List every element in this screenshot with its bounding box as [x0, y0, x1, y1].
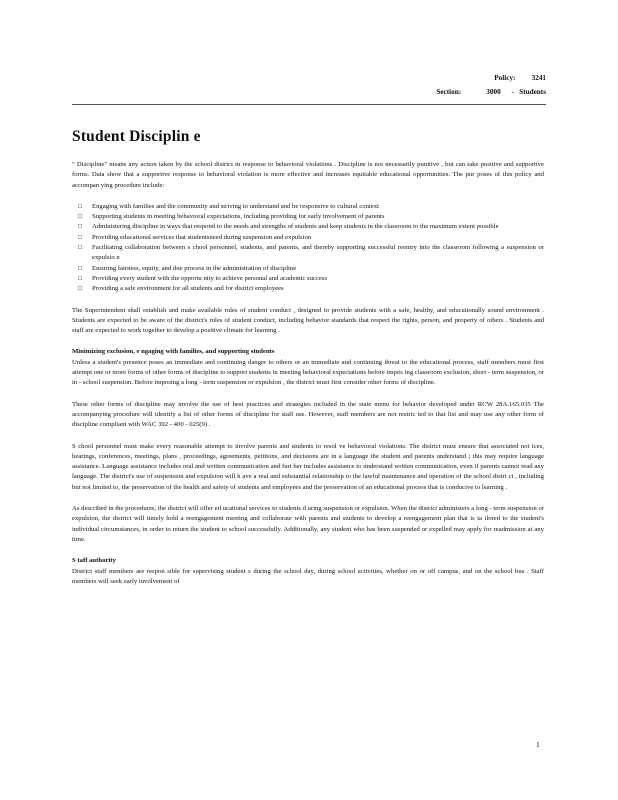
personnel-paragraph: S chool personnel must make every reasonable attempt to involve parents and students to resol ve behavioral violations. The district must ensure that associated not ices, hearings, conferences, meetings, plans , proceedings, agreements, petitions, and decisions are in a language the student and parents understand ; this may require language assistance. Language assistance includes oral and written communication and furt her includes assistance to understand written communication, even if parents cannot read any language. The district's use of suspension and expulsion will h ave a real and substantial relationship to the lawful maintenance and operation of the school distri ct , including but not limited to, the preservation of the health and safety of students and employees and the preservation of an educational process that is conducive to learning .	[72, 442, 544, 491]
checkbox-bullet-icon: □	[78, 244, 82, 252]
checkbox-bullet-icon: □	[78, 223, 82, 231]
list-item	[72, 202, 544, 212]
checkbox-bullet-icon: □	[78, 213, 82, 221]
list-item	[72, 233, 544, 243]
list-item	[72, 243, 544, 264]
page-title: Student Disciplin e	[72, 128, 201, 145]
list-item	[72, 222, 544, 232]
minimizing-section	[72, 347, 544, 388]
list-item-text: Providing educational services that studentsneed during suspension and expulsion	[92, 233, 312, 241]
intro-paragraph: " Discipline" means any action taken by the school district in response to behavioral violations . Discipline is not necessarily punitive , but can take positive and supportive forms. Data show that a supportive response to behavioral violation is more effective and increases equitable educational opportunities. The pur poses of this policy and accompan ying procedure include:	[72, 161, 544, 189]
section-name: Students	[519, 88, 546, 96]
staff-paragraph: District staff members are respon sible for supervising student s during the school day, during school activities, whether on or off campus, and on the school bus . Staff members will seek early involvement of	[72, 567, 544, 585]
list-item-text: Providing every student with the opportu nity to achieve personal and academic success	[92, 274, 328, 282]
purpose-list	[72, 202, 544, 295]
section-dash: -	[511, 88, 514, 96]
list-item	[72, 212, 544, 222]
policy-number: 3241	[531, 74, 546, 82]
policy-label: Policy:	[494, 74, 516, 82]
policy-header	[494, 74, 546, 82]
other-forms-paragraph: These other forms of discipline may involve the use of best practices and strategies included in the state menu for behavior developed under RCW 28A.165.035 The accompanying procedure will identify a list of other forms of discipline for staff use. However, staff members are not restric ted to that list and may use any other form of discipline compliant with WAC 392 - 400 - 025(9) .	[72, 400, 544, 429]
list-item	[72, 274, 544, 284]
list-item-text: Supporting students in meeting behavioral expectations, including providing for early involvement of parents	[92, 213, 385, 221]
section-number: 3000	[486, 88, 501, 96]
checkbox-bullet-icon: □	[78, 233, 82, 241]
staff-heading: S taff authority	[72, 557, 116, 565]
list-item	[72, 264, 544, 274]
checkbox-bullet-icon: □	[78, 264, 82, 272]
staff-section	[72, 556, 544, 587]
section-label: Section:	[436, 88, 462, 96]
list-item	[72, 284, 544, 294]
described-paragraph: As described in the procedures, the district will offer ed ucational services to students d uring suspension or expulsion. When the district administers a long - term suspension or expulsion, the district will timely hold a reengagement meeting and collaborate with parents and students to develop a reengagement plan that is ta ilored to the student's individual circumstances, in order to return the student to school successfully. Additionally, any student who has been suspended or expelled may apply for readmission at any time.	[72, 505, 544, 543]
minimizing-heading: Minimizing exclusion, e ngaging with families, and supporting students	[72, 348, 275, 356]
list-item-text: Providing a safe environment for all students and for district employees	[92, 285, 284, 293]
list-item-text: Facilitating collaboration between s chool personnel, students, and parents, and thereby supporting successful reentry into the classroom following a suspension or expulsio n	[92, 244, 544, 262]
checkbox-bullet-icon: □	[78, 274, 82, 282]
checkbox-bullet-icon: □	[78, 202, 82, 210]
checkbox-bullet-icon: □	[78, 285, 82, 293]
minimizing-paragraph: Unless a student's presence poses an immediate and continuing danger to others or an immediate and continuing threat to the educational process, staff members must first attempt one or more forms of other forms of discipline to support students in meeting behavioral expectations before impos ing classroom exclusion, short - term suspension, or in - school suspension. Before imposing a long - term suspension or expulsion , the district must first consider other forms of discipline.	[72, 358, 544, 387]
section-header	[436, 88, 546, 96]
list-item-text: Engaging with families and the community and striving to understand and be responsive to cultural context	[92, 202, 379, 210]
header-rule	[72, 104, 546, 105]
superintendent-paragraph: The Superintendent shall establish and make available rules of student conduct , designed to provide students with a safe, healthy, and educationally sound environment . Students are expected to be aware of the district's rules of student conduct, including behavior standards that respect the rights, person, and property of others . Students and staff are expected to work together to develop a positive climate for learning .	[72, 306, 544, 335]
page-number: 1	[536, 740, 540, 749]
list-item-text: Administering discipline in ways that respond to the needs and strengths of students and keep students in the classroom to the maximum extent possible	[92, 223, 499, 231]
document-body	[72, 160, 544, 598]
list-item-text: Ensuring fairness, equity, and due process in the administration of discipline	[92, 264, 297, 272]
